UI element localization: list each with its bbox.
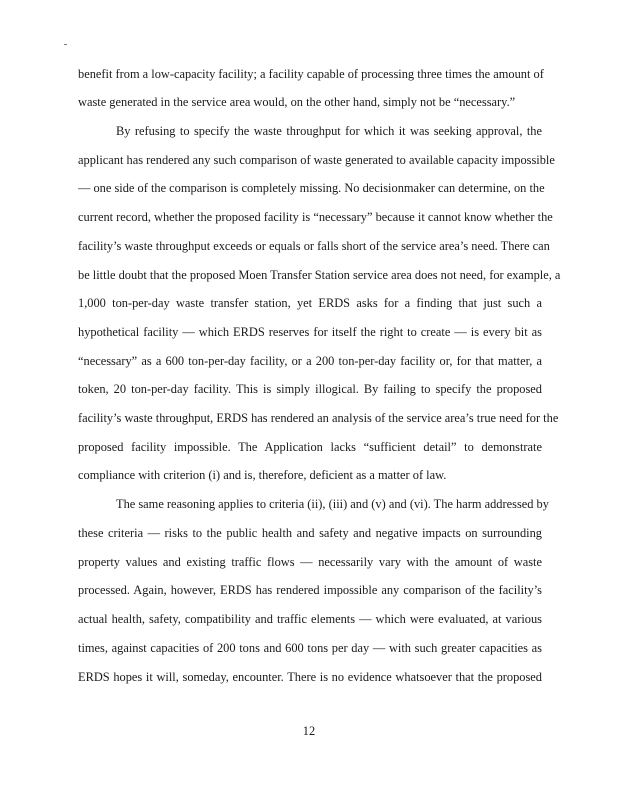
text-line: proposed facility impossible. The Application lacks “sufficient detail” to demonstrate — [78, 440, 542, 454]
text-line: facility’s waste throughput exceeds or equals or falls short of the service area’s need. There can — [78, 239, 550, 253]
text-line: these criteria — risks to the public health and safety and negative impacts on surrounding — [78, 526, 542, 540]
text-line: The same reasoning applies to criteria (ii), (iii) and (v) and (vi). The harm addressed by — [116, 497, 549, 511]
scan-mark — [64, 44, 67, 45]
text-line: property values and existing traffic flows — necessarily vary with the amount of waste — [78, 555, 542, 569]
text-line: applicant has rendered any such comparison of waste generated to available capacity impossible — [78, 153, 555, 167]
text-line: benefit from a low-capacity facility; a facility capable of processing three times the amount of — [78, 67, 544, 81]
text-line: times, against capacities of 200 tons and 600 tons per day — with such greater capacities as — [78, 641, 542, 655]
text-line: By refusing to specify the waste throughput for which it was seeking approval, the — [116, 124, 542, 138]
text-line: actual health, safety, compatibility and traffic elements — which were evaluated, at various — [78, 612, 542, 626]
text-line: hypothetical facility — which ERDS reserves for itself the right to create — is every bit as — [78, 325, 542, 339]
text-line: “necessary” as a 600 ton-per-day facility, or a 200 ton-per-day facility or, for that matter, a — [78, 354, 542, 368]
text-line: — one side of the comparison is completely missing. No decisionmaker can determine, on the — [78, 181, 545, 195]
text-line: ERDS hopes it will, someday, encounter. There is no evidence whatsoever that the proposed — [78, 670, 542, 684]
page-number: 12 — [302, 724, 316, 738]
text-line: compliance with criterion (i) and is, therefore, deficient as a matter of law. — [78, 468, 447, 482]
text-line: waste generated in the service area would, on the other hand, simply not be “necessary.” — [78, 95, 516, 109]
text-line: processed. Again, however, ERDS has rendered impossible any comparison of the facility’s — [78, 583, 542, 597]
text-line: be little doubt that the proposed Moen Transfer Station service area does not need, for example, a — [78, 268, 561, 282]
text-line: 1,000 ton-per-day waste transfer station, yet ERDS asks for a finding that just such a — [78, 296, 542, 310]
text-line: token, 20 ton-per-day facility. This is simply illogical. By failing to specify the proposed — [78, 382, 542, 396]
text-line: facility’s waste throughput, ERDS has rendered an analysis of the service area’s true need for the — [78, 411, 559, 425]
text-line: current record, whether the proposed facility is “necessary” because it cannot know whether the — [78, 210, 553, 224]
